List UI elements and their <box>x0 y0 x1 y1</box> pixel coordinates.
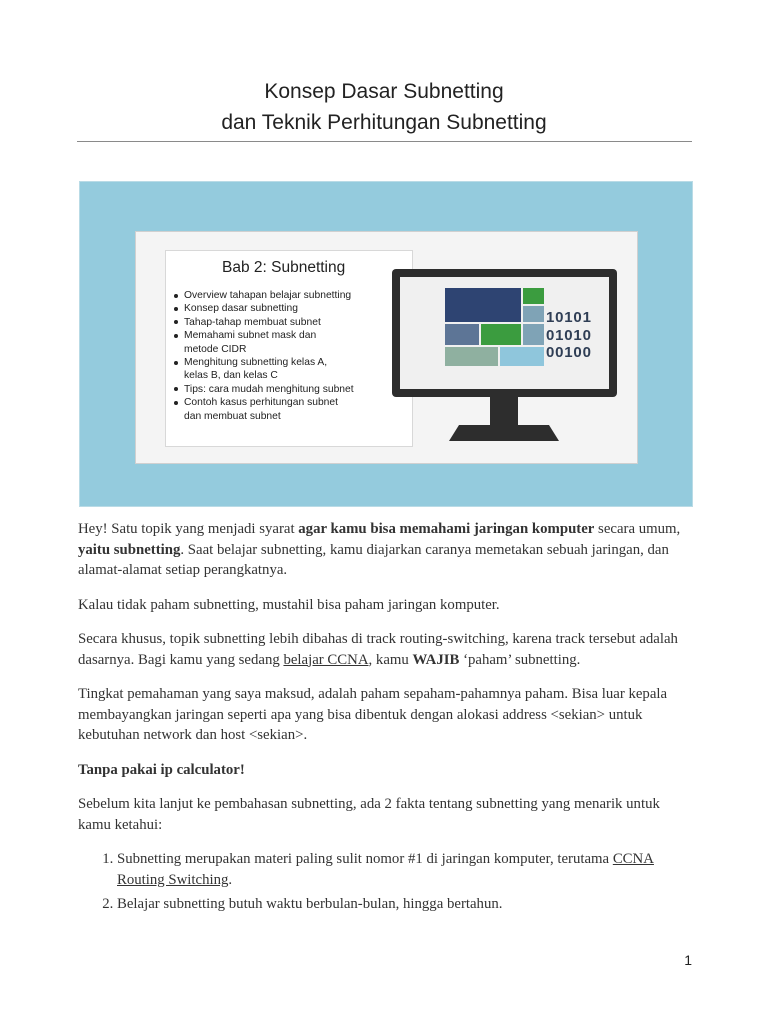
belajar-ccna-link[interactable]: belajar CCNA <box>283 651 369 668</box>
outline-item: Contoh kasus perhitungan subnet dan membuat subnet <box>174 396 354 423</box>
grey-blue-block <box>523 324 544 345</box>
navy-block <box>445 288 521 322</box>
green-block <box>523 288 544 304</box>
monitor-icon <box>392 269 617 397</box>
title-line-1: Konsep Dasar Subnetting <box>264 80 504 103</box>
ccna-routing-switching-link[interactable]: CCNA Routing Switching <box>117 851 654 888</box>
facts-list <box>78 849 694 915</box>
paragraph <box>78 629 694 670</box>
article-body <box>78 519 694 919</box>
outline-item: Overview tahapan belajar subnetting <box>174 289 354 302</box>
chapter-outline-list <box>174 289 354 423</box>
document-title <box>0 76 768 138</box>
text: . Saat belajar subnetting, kamu diajarkan caranya memetakan sebuah jaringan, dan alamat-alamat setiap perangkatnya. <box>78 541 669 578</box>
outline-item: Tips: cara mudah menghitung subnet <box>174 383 354 396</box>
bold-text: yaitu subnetting <box>78 541 181 558</box>
binary-row: 01010 <box>546 326 592 344</box>
section-heading <box>78 760 694 781</box>
outline-item: Tahap-tahap membuat subnet <box>174 316 354 329</box>
intro-paragraph <box>78 519 694 581</box>
binary-digits <box>546 309 592 362</box>
text: Hey! Satu topik yang menjadi syarat <box>78 521 299 537</box>
binary-row: 00100 <box>546 344 592 361</box>
slide-panel <box>135 231 638 464</box>
outline-item: Konsep dasar subnetting <box>174 302 354 315</box>
monitor-stand-neck <box>490 397 518 427</box>
heading-text: Tanpa pakai ip calculator! <box>78 761 245 778</box>
chapter-title: Bab 2: Subnetting <box>222 259 346 276</box>
banner-image <box>79 181 693 507</box>
steel-block <box>445 324 479 345</box>
monitor-screen <box>400 277 609 389</box>
bold-text: agar kamu bisa memahami jaringan komputer <box>298 521 595 537</box>
text: secara umum, <box>594 521 681 537</box>
outline-item: Menghitung subnetting kelas A, kelas B, dan kelas C <box>174 356 354 383</box>
outline-item: Memahami subnet mask dan metode CIDR <box>174 329 354 356</box>
text: ‘paham’ subnetting. <box>459 651 581 668</box>
light-blue-block <box>500 347 544 366</box>
text: . <box>228 871 233 888</box>
list-item <box>117 849 694 890</box>
chapter-outline-box <box>165 250 413 447</box>
grey-blue-block <box>523 306 544 322</box>
binary-row: 10101 <box>546 309 592 326</box>
monitor-stand-base <box>449 425 559 441</box>
page-number: 1 <box>684 952 692 968</box>
title-divider <box>77 141 692 142</box>
paragraph: Kalau tidak paham subnetting, mustahil bisa paham jaringan komputer. <box>78 596 500 613</box>
paragraph: Sebelum kita lanjut ke pembahasan subnetting, ada 2 fakta tentang subnetting yang menarik untuk kamu ketahui: <box>78 796 660 833</box>
title-line-2: dan Teknik Perhitungan Subnetting <box>221 111 547 134</box>
sage-block <box>445 347 498 366</box>
bold-text: WAJIB <box>412 651 460 668</box>
paragraph: Tingkat pemahaman yang saya maksud, adalah paham sepaham-pahamnya paham. Bisa luar kepala membayangkan jaringan seperti apa yang bisa dibentuk dengan alokasi address <sekian> untuk kebutuhan network dan host <sekian>. <box>78 686 668 743</box>
list-item: 2. Belajar subnetting butuh waktu berbulan-bulan, hingga bertahun. <box>117 894 694 915</box>
text: Subnetting merupakan materi paling sulit nomor #1 di jaringan komputer, terutama <box>117 851 613 867</box>
text: , kamu <box>368 651 413 668</box>
green-block <box>481 324 521 345</box>
text: Secara khusus, topik subnetting lebih dibahas di track routing-switching, karena track tersebut adalah dasarnya. Bagi kamu yang sedang <box>78 631 678 668</box>
